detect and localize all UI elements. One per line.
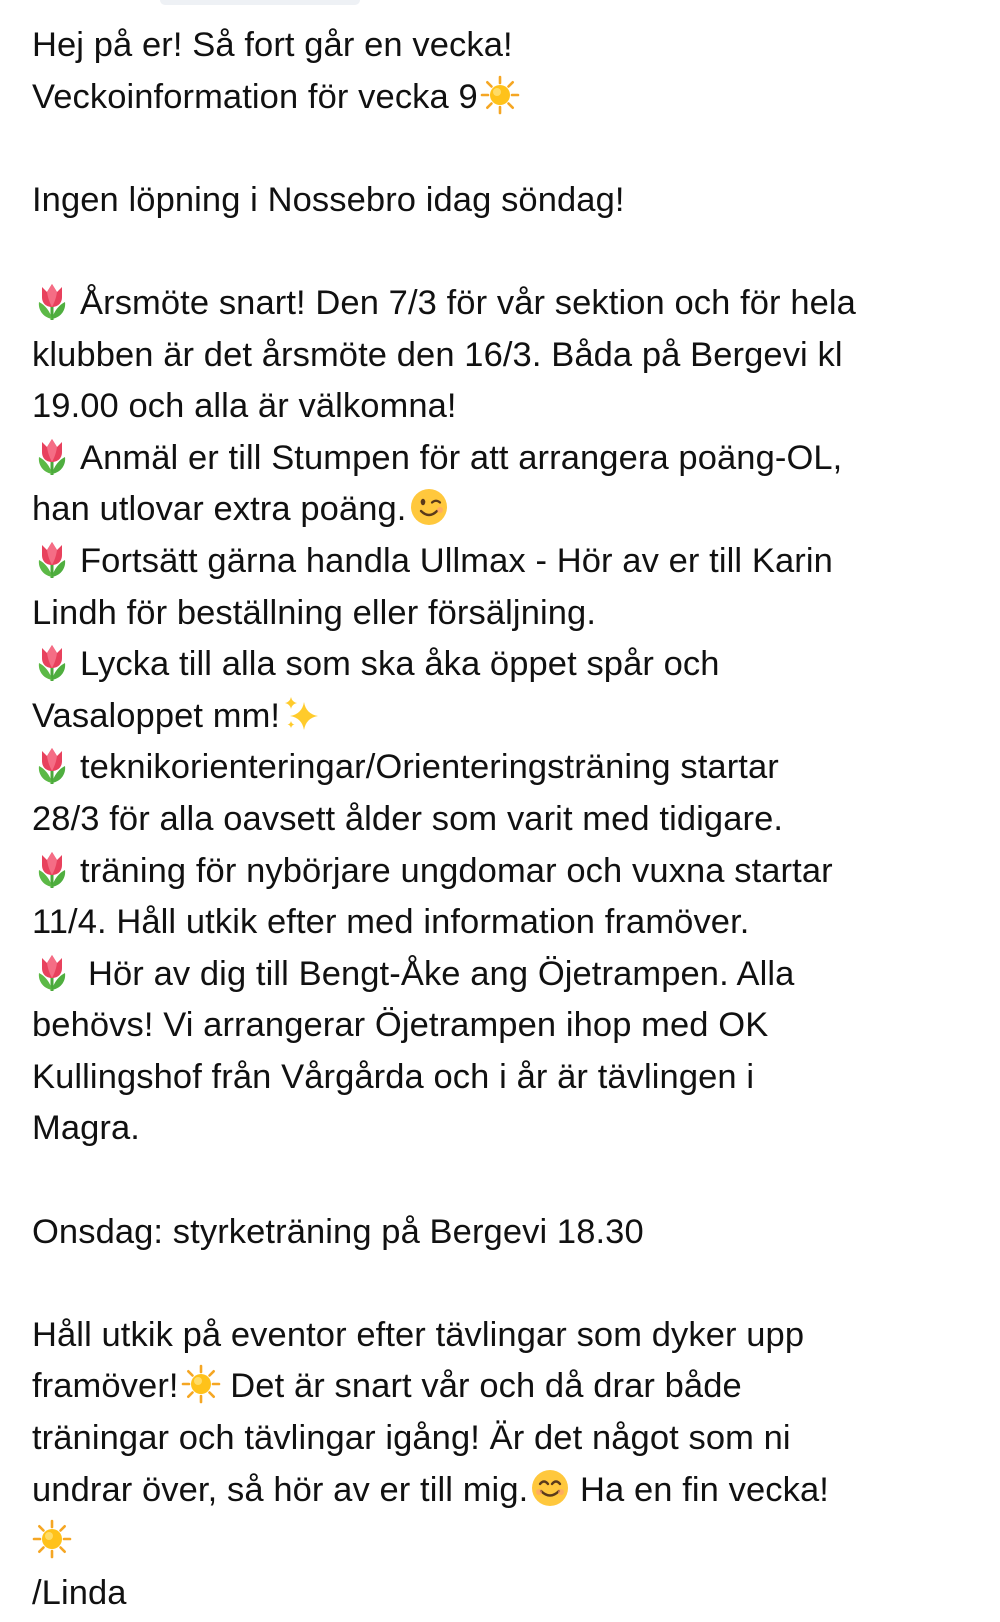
smiling-face-icon [530,1468,570,1508]
closing-line: framöver! Det är snart vår och då drar både [32,1361,982,1413]
annual-meeting-item-cont: 19.00 och alla är välkomna! [32,387,457,426]
tulip-icon [32,642,72,682]
blank-line [32,1155,982,1207]
technique-training-item-cont: 28/3 för alla oavsett ålder som varit med tidigare. [32,799,784,838]
vasaloppet-item-cont: Vasaloppet mm! [32,691,982,743]
sun-icon [480,75,520,115]
ojetrampen-item-cont: Kullingshof från Vårgårda och i år är tävlingen i [32,1057,755,1096]
sun-icon [32,1519,72,1559]
blank-line [32,1258,982,1310]
ullmax-item-cont: Lindh för beställning eller försäljning. [32,593,597,632]
tulip-icon [32,539,72,579]
tulip-icon [32,745,72,785]
sun-only-line [32,1516,982,1568]
sun-icon [181,1364,221,1404]
post-message [32,20,982,1619]
tulip-icon [32,849,72,889]
closing-line: träningar och tävlingar igång! Är det något som ni [32,1419,791,1458]
annual-meeting-item-cont: klubben är det årsmöte den 16/3. Båda på Bergevi kl [32,335,843,374]
top-edge-element [160,0,360,5]
stumpen-item-cont: han utlovar extra poäng. [32,484,982,536]
greeting-line: Hej på er! Så fort går en vecka! [32,26,513,64]
sparkles-icon [282,694,322,734]
blank-line [32,123,982,175]
beginner-training-item-cont: 11/4. Håll utkik efter med information framöver. [32,903,750,942]
stumpen-item: Anmäl er till Stumpen för att arrangera poäng-OL, [32,433,982,485]
ojetrampen-item-cont: behövs! Vi arrangerar Öjetrampen ihop med OK [32,1006,769,1045]
technique-training-item: teknikorienteringar/Orienteringsträning startar [32,742,982,794]
ojetrampen-item: Hör av dig till Bengt-Åke ang Öjetrampen. Alla [32,949,982,1001]
vasaloppet-item: Lycka till alla som ska åka öppet spår och [32,639,982,691]
week-info-line: Veckoinformation för vecka 9 [32,72,982,124]
blank-line [32,226,982,278]
annual-meeting-item: Årsmöte snart! Den 7/3 för vår sektion och för hela [32,278,982,330]
beginner-training-item: träning för nybörjare ungdomar och vuxna startar [32,846,982,898]
tulip-icon [32,281,72,321]
closing-line: undrar över, så hör av er till mig. Ha en fin vecka! [32,1465,982,1517]
signature-line: /Linda [32,1573,127,1612]
wednesday-line: Onsdag: styrketräning på Bergevi 18.30 [32,1212,644,1251]
tulip-icon [32,436,72,476]
no-run-line: Ingen löpning i Nossebro idag söndag! [32,180,625,219]
tulip-icon [32,952,72,992]
ojetrampen-item-cont: Magra. [32,1109,140,1148]
winking-face-icon [409,487,449,527]
ullmax-item: Fortsätt gärna handla Ullmax - Hör av er till Karin [32,536,982,588]
closing-line: Håll utkik på eventor efter tävlingar som dyker upp [32,1315,805,1354]
